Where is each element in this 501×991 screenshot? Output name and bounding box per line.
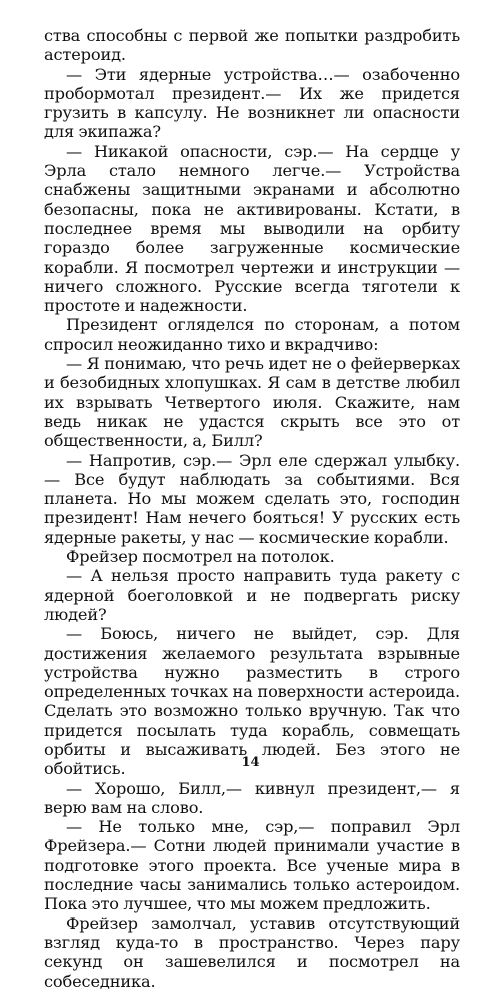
paragraph: Президент огляделся по сторонам, а потом спросил неожиданно тихо и вкрадчиво: [44, 315, 460, 354]
book-page-body [44, 26, 460, 991]
paragraph: — Не только мне, сэр,— поправил Эрл Фрейзера.— Сотни людей принимали участие в подготовке этого проекта. Все ученые мира в последние часы занимались только астероидом. Пока это лучшее, что мы можем предложить. [44, 817, 460, 914]
paragraph: — А нельзя просто направить туда ракету с ядерной боеголовкой и не подвергать риску людей? [44, 566, 460, 624]
paragraph: — Боюсь, ничего не выйдет, сэр. Для достижения желаемого результата взрывные устройства нужно разместить в строго определенных точках на поверхности астероида. Сделать это возможно только вручную. Так что придется посылать туда корабль, совмещать орбиты и высаживать людей. Без этого не обойтись. [44, 624, 460, 779]
page-number: 14 [241, 755, 260, 770]
paragraph: — Эти ядерные устройства…— озабоченно пробормотал президент.— Их же придется грузить в капсулу. Не возникнет ли опасности для экипажа? [44, 64, 460, 142]
paragraph: — Хорошо, Билл,— кивнул президент,— я верю вам на слово. [44, 778, 460, 817]
paragraph: — Никакой опасности, сэр.— На сердце у Эрла стало немного легче.— Устройства снабжены защитными экранами и абсолютно безопасны, пока не активированы. Кстати, в последнее время мы выводили на орбиту гораздо более загруженные космические корабли. Я посмотрел чертежи и инструкции — ничего сложного. Русские всегда тяготели к простоте и надежности. [44, 141, 460, 316]
paragraph: Фрейзер посмотрел на потолок. [66, 547, 335, 567]
paragraph: ства способны с первой же попытки раздробить астероид. [44, 26, 460, 65]
paragraph: — Напротив, сэр.— Эрл еле сдержал улыбку.— Все будут наблюдать за событиями. Вся планета. Но мы можем сделать это, господин президент! Нам нечего бояться! У русских есть ядерные ракеты, у нас — космические корабли. [44, 450, 460, 547]
paragraph: Фрейзер замолчал, уставив отсутствующий взгляд куда-то в пространство. Через пару секунд он зашевелился и посмотрел на собеседника. [44, 913, 460, 991]
paragraph: — Я понимаю, что речь идет не о фейерверках и безобидных хлопушках. Я сам в детстве любил их взрывать Четвертого июля. Скажите, нам ведь никак не удастся скрыть все это от общественности, а, Билл? [44, 354, 460, 451]
